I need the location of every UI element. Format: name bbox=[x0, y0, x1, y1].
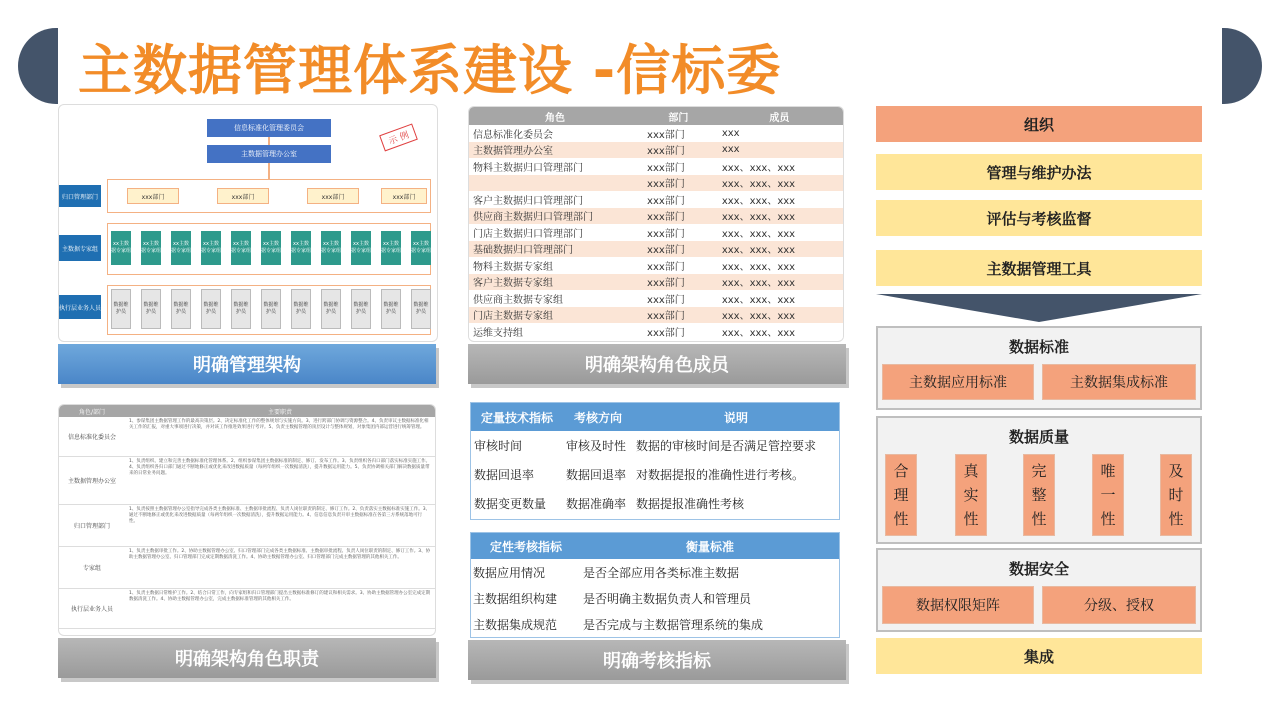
expert-box: xx主数据专家组 bbox=[381, 231, 401, 265]
table-cell: 供应商主数据归口管理部门 bbox=[469, 208, 641, 225]
col-header: 角色/部门 bbox=[78, 408, 106, 416]
table-cell: 数据提报准确性考核 bbox=[636, 497, 745, 511]
table-cell: xxx部门 bbox=[641, 241, 716, 258]
table-cell: xxx部门 bbox=[641, 175, 716, 192]
table-cell: xxx部门 bbox=[641, 224, 716, 241]
executor-box: 数据维护员 bbox=[291, 289, 311, 329]
table-row bbox=[469, 208, 843, 225]
table-cell: 数据回退率 bbox=[474, 468, 535, 482]
table-cell: xxx、xxx、xxx bbox=[716, 191, 843, 208]
col-header: 说明 bbox=[723, 410, 748, 425]
bar-md-tool: 主数据管理工具 bbox=[876, 250, 1202, 286]
table-row bbox=[471, 611, 839, 637]
row-label-experts: 主数据专家组 bbox=[59, 235, 101, 261]
bar-organization: 组织 bbox=[876, 106, 1202, 142]
expert-box: xx主数据专家组 bbox=[201, 231, 221, 265]
table-cell: 数据变更数量 bbox=[474, 497, 547, 511]
org-office-box: 主数据管理办公室 bbox=[207, 145, 331, 163]
table-cell: 审核及时性 bbox=[566, 439, 627, 453]
table-row bbox=[469, 158, 843, 175]
data-standard-title: 数据标准 bbox=[1008, 338, 1069, 356]
col-header: 主要职责 bbox=[267, 408, 292, 416]
table-cell: 数据准确率 bbox=[566, 497, 627, 511]
page-title: 主数据管理体系建设 -信标委 bbox=[78, 39, 782, 102]
table-cell: xxx、xxx、xxx bbox=[716, 307, 843, 324]
security-item: 数据权限矩阵 bbox=[882, 586, 1034, 624]
org-committee-box: 信息标准化管理委员会 bbox=[207, 119, 331, 137]
caption-assessment-kpi: 明确考核指标 bbox=[468, 640, 846, 680]
table-cell: 客户主数据专家组 bbox=[469, 274, 641, 291]
table-row bbox=[471, 431, 839, 460]
expert-box: xx主数据专家组 bbox=[231, 231, 251, 265]
table-row bbox=[469, 257, 843, 274]
role-name: 主数据管理办公室 bbox=[67, 478, 116, 485]
quality-item: 完整性 bbox=[1023, 454, 1055, 536]
expert-box: xx主数据专家组 bbox=[291, 231, 311, 265]
table-cell: 客户主数据归口管理部门 bbox=[469, 191, 641, 208]
table-cell: xxx部门 bbox=[641, 274, 716, 291]
table-cell: 信息标准化委员会 bbox=[469, 125, 641, 142]
table-cell: xxx、xxx、xxx bbox=[716, 323, 843, 340]
table-row bbox=[469, 274, 843, 291]
table-cell: xxx、xxx、xxx bbox=[716, 274, 843, 291]
table-cell: xxx、xxx、xxx bbox=[716, 208, 843, 225]
table-cell: 是否全部应用各类标准主数据 bbox=[583, 565, 740, 580]
table-row bbox=[469, 125, 843, 142]
table-cell: 供应商主数据专家组 bbox=[469, 290, 641, 307]
table-row bbox=[59, 589, 435, 629]
table-row bbox=[59, 457, 435, 505]
caption-management-architecture: 明确管理架构 bbox=[58, 344, 436, 384]
dept-box: xxx部门 bbox=[381, 188, 427, 204]
table-row bbox=[469, 175, 843, 192]
table-cell: xxx部门 bbox=[641, 191, 716, 208]
executor-box: 数据维护员 bbox=[141, 289, 161, 329]
row-label-dept: 归口管理部门 bbox=[59, 185, 101, 207]
table-cell bbox=[469, 175, 641, 192]
table-cell: xxx、xxx、xxx bbox=[716, 241, 843, 258]
down-arrow-icon bbox=[876, 294, 1202, 322]
dept-box: xxx部门 bbox=[307, 188, 359, 204]
table-cell: xxx部门 bbox=[641, 307, 716, 324]
caption-role-members: 明确架构角色成员 bbox=[468, 344, 846, 384]
executor-box: 数据维护员 bbox=[381, 289, 401, 329]
table-row bbox=[469, 224, 843, 241]
table-row bbox=[469, 290, 843, 307]
executor-box: 数据维护员 bbox=[111, 289, 131, 329]
col-header: 角色 bbox=[469, 107, 641, 125]
security-item: 分级、授权 bbox=[1042, 586, 1196, 624]
table-cell: 对数据提报的准确性进行考核。 bbox=[636, 468, 805, 482]
table-cell: xxx、xxx、xxx bbox=[716, 224, 843, 241]
table-row bbox=[469, 191, 843, 208]
executor-box: 数据维护员 bbox=[261, 289, 281, 329]
table-cell: 是否明确主数据负责人和管理员 bbox=[583, 591, 752, 606]
table-row bbox=[469, 142, 843, 159]
role-name: 执行层业务人员 bbox=[70, 606, 113, 613]
quality-item: 合理性 bbox=[885, 454, 917, 536]
role-duties: 1、负责主数据审批工作。2、协助主数据管理办公室、归口管理部门完成各类主数据标准、主数据审批流程、负责人岗位职责的制定、修订工作。3、协助主数据管理办公室、归口管理部门完成定期数据清洗工作。4、协助主数据管理办公室、归口管理部门完成主数据管理的其他相关工作。 bbox=[129, 549, 431, 561]
table-cell: 主数据集成规范 bbox=[473, 617, 558, 632]
expert-box: xx主数据专家组 bbox=[321, 231, 341, 265]
dept-box: xxx部门 bbox=[127, 188, 179, 204]
title-left-decoration bbox=[18, 28, 58, 104]
table-cell: 是否完成与主数据管理系统的集成 bbox=[583, 617, 764, 632]
table-cell: 主数据组织构建 bbox=[473, 591, 558, 606]
col-header: 考核方向 bbox=[573, 410, 622, 425]
responsibilities-table bbox=[58, 404, 436, 636]
example-stamp: 示 例 bbox=[379, 124, 418, 152]
table-cell: 数据回退率 bbox=[566, 468, 627, 482]
table-cell: xxx部门 bbox=[641, 142, 716, 159]
executor-box: 数据维护员 bbox=[321, 289, 341, 329]
executor-box: 数据维护员 bbox=[171, 289, 191, 329]
quality-item: 及时性 bbox=[1160, 454, 1192, 536]
standard-item: 主数据应用标准 bbox=[882, 364, 1034, 400]
table-cell: 数据的审核时间是否满足管控要求 bbox=[636, 439, 817, 453]
caption-role-responsibilities: 明确架构角色职责 bbox=[58, 638, 436, 678]
table-cell: 物料主数据归口管理部门 bbox=[469, 158, 641, 175]
role-duties: 1、负责按照主数据管理办公室指导完成各类主数据标准、主数据审批流程、负责人岗位职责的制定、修订工作。2、负责落实主数据标准实施工作。3、通过不断地修正或优化来改进数据质量（每两年组织一次数据清洗），提升数据运用能力。4、信息信息负责开审主数据标准在各第三方系统落地可行性。 bbox=[129, 507, 431, 525]
expert-box: xx主数据专家组 bbox=[171, 231, 191, 265]
col-header: 衡量标准 bbox=[685, 539, 734, 554]
executor-box: 数据维护员 bbox=[351, 289, 371, 329]
standard-item: 主数据集成标准 bbox=[1042, 364, 1196, 400]
table-row bbox=[471, 585, 839, 611]
executor-box: 数据维护员 bbox=[201, 289, 221, 329]
table-cell: xxx部门 bbox=[641, 323, 716, 340]
role-name: 信息标准化委员会 bbox=[67, 434, 116, 441]
role-name: 专家组 bbox=[82, 565, 101, 572]
table-cell: xxx bbox=[716, 142, 843, 159]
role-name: 归口管理部门 bbox=[73, 523, 110, 530]
table-cell: 审核时间 bbox=[474, 439, 523, 453]
data-security-title: 数据安全 bbox=[1008, 560, 1069, 578]
expert-box: xx主数据专家组 bbox=[351, 231, 371, 265]
dept-box: xxx部门 bbox=[217, 188, 269, 204]
table-cell: 物料主数据专家组 bbox=[469, 257, 641, 274]
table-cell: 门店主数据专家组 bbox=[469, 307, 641, 324]
table-row bbox=[471, 559, 839, 585]
table-row bbox=[469, 323, 843, 340]
table-cell: xxx部门 bbox=[641, 290, 716, 307]
org-chart-image bbox=[58, 104, 438, 342]
table-cell: xxx部门 bbox=[641, 125, 716, 142]
table-cell: xxx bbox=[716, 125, 843, 142]
expert-box: xx主数据专家组 bbox=[261, 231, 281, 265]
table-cell: xxx、xxx、xxx bbox=[716, 175, 843, 192]
role-duties: 1、参谋集团主数据管理工作的最高决策层。2、决定标准化工作的整体规划与实施方向。3、进行跨部门协调与资源整合。4、负责审议主数据标准化相关工作的汇报，对重大事项进行决策，并对该工作推进效果进行考评。5、负责主数据管理的顶层设计与整体规划，对象集团内部运营进行统筹管理。 bbox=[129, 419, 429, 431]
table-row bbox=[59, 505, 435, 547]
quant-kpi-table bbox=[470, 402, 840, 520]
table-cell: xxx、xxx、xxx bbox=[716, 257, 843, 274]
expert-box: xx主数据专家组 bbox=[411, 231, 431, 265]
table-row bbox=[471, 489, 839, 518]
quality-item: 唯一性 bbox=[1092, 454, 1124, 536]
table-cell: 主数据管理办公室 bbox=[469, 142, 641, 159]
data-quality-title: 数据质量 bbox=[1008, 428, 1069, 446]
table-cell: 基础数据归口管理部门 bbox=[469, 241, 641, 258]
title-right-decoration bbox=[1222, 28, 1262, 104]
col-header: 部门 bbox=[641, 107, 716, 125]
bar-integration: 集成 bbox=[876, 638, 1202, 674]
table-cell: 运维支持组 bbox=[469, 323, 641, 340]
table-row bbox=[471, 460, 839, 489]
executor-box: 数据维护员 bbox=[411, 289, 431, 329]
table-row bbox=[59, 547, 435, 589]
expert-box: xx主数据专家组 bbox=[141, 231, 161, 265]
role-members-table bbox=[468, 106, 844, 342]
executor-box: 数据维护员 bbox=[231, 289, 251, 329]
table-cell: 门店主数据归口管理部门 bbox=[469, 224, 641, 241]
table-cell: xxx、xxx、xxx bbox=[716, 290, 843, 307]
quality-item: 真实性 bbox=[955, 454, 987, 536]
table-cell: xxx部门 bbox=[641, 208, 716, 225]
table-row bbox=[59, 417, 435, 457]
table-row bbox=[469, 241, 843, 258]
table-cell: xxx、xxx、xxx bbox=[716, 158, 843, 175]
role-duties: 1、负责主数据日常维护工作。2、结合日常工作，向专家组和归口管理部门提出主数据标准修订的建议和相关需求。3、协助主数据管理办公室完成定期数据清洗工作。4、协助主数据管理办公室，完成主数据标准管理的其他相关工作。 bbox=[129, 591, 431, 603]
bar-evaluation: 评估与考核监督 bbox=[876, 200, 1202, 236]
row-label-executors: 执行层业务人员 bbox=[59, 295, 101, 319]
col-header: 定量技术指标 bbox=[480, 410, 553, 425]
bar-management-methods: 管理与维护办法 bbox=[876, 154, 1202, 190]
table-cell: xxx部门 bbox=[641, 158, 716, 175]
col-header: 定性考核指标 bbox=[489, 539, 562, 554]
col-header: 成员 bbox=[716, 107, 843, 125]
table-cell: xxx部门 bbox=[641, 257, 716, 274]
table-cell: 数据应用情况 bbox=[473, 565, 546, 580]
table-row bbox=[469, 307, 843, 324]
role-duties: 1、负责组织、建立和完善主数据标准化管理体系。2、组织参谋集团主数据标准的制定、修订、发布工作。3、负责组织各归口部门落实标准实施工作。4、负责组织各归口部门通过不断地修正或优化来改进数据质量（每两年组织一次数据清洗），提升数据运用能力。5、负责协调相关部门解决数据质量带来的日常业务问题。 bbox=[129, 459, 431, 477]
expert-box: xx主数据专家组 bbox=[111, 231, 131, 265]
qual-kpi-table bbox=[470, 532, 840, 638]
